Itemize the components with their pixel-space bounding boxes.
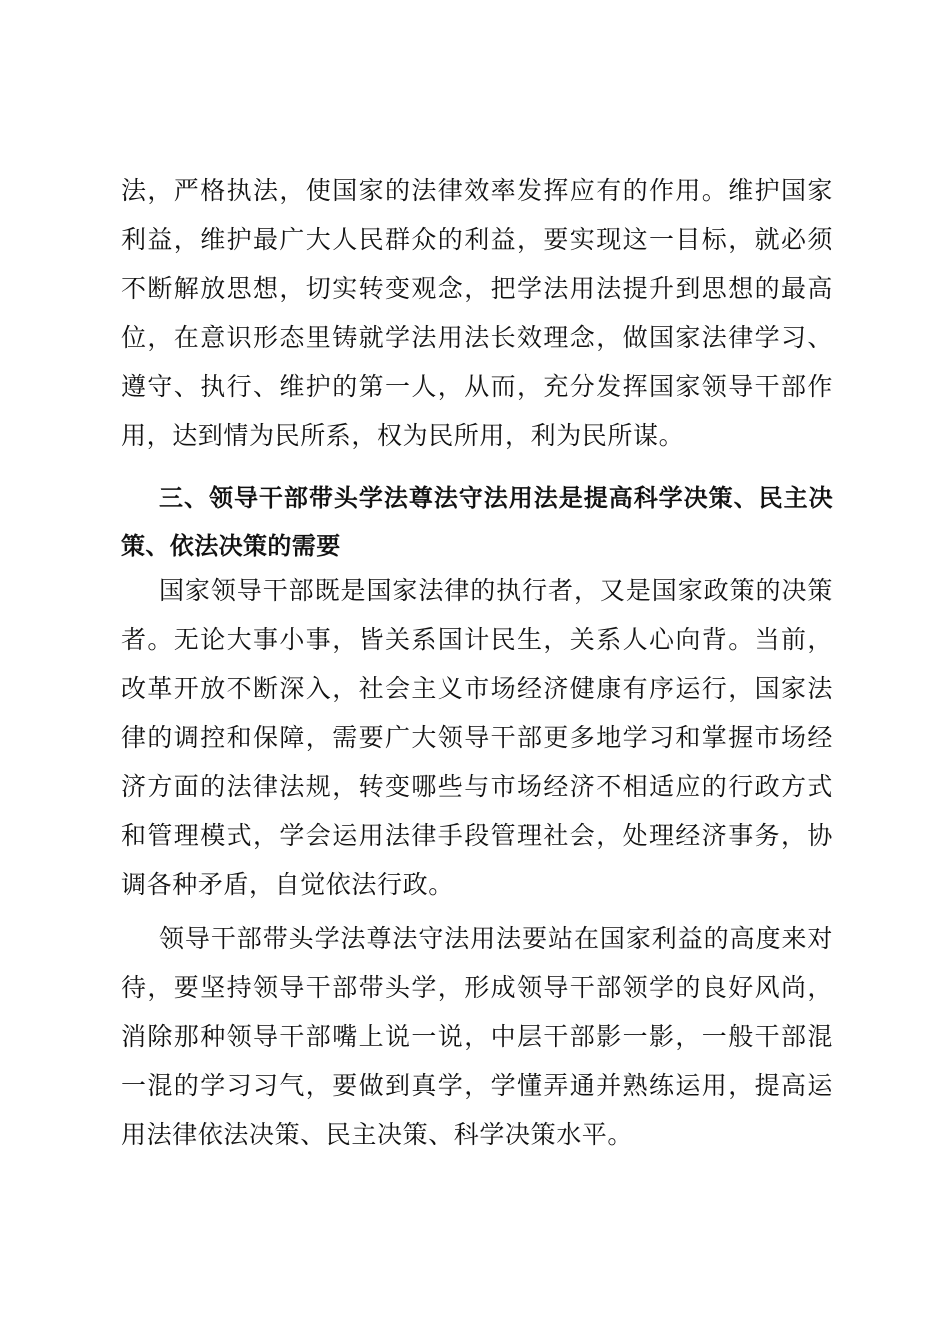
paragraph-continued: 法，严格执法，使国家的法律效率发挥应有的作用。维护国家利益，维护最广大人民群众的利益，要实现这一目标，就必须不断解放思想，切实转变观念，把学法用法提升到思想的最高位，在意识形态里铸就学法用法长效理念，做国家法律学习、遵守、执行、维护的第一人，从而，充分发挥国家领导干部作用，达到情为民所系，权为民所用，利为民所谋。 bbox=[121, 176, 833, 450]
section-heading-3: 三、领导干部带头学法尊法守法用法是提高科学决策、民主决策、依法决策的需要 bbox=[121, 484, 833, 560]
paragraph-lead-by-example: 领导干部带头学法尊法守法用法要站在国家利益的高度来对待，要坚持领导干部带头学，形成领导干部领学的良好风尚，消除那种领导干部嘴上说一说，中层干部影一影，一般干部混一混的学习习气，要做到真学，学懂弄通并熟练运用，提高运用法律依法决策、民主决策、科学决策水平。 bbox=[121, 924, 833, 1149]
paragraph-decision-makers: 国家领导干部既是国家法律的执行者，又是国家政策的决策者。无论大事小事，皆关系国计民生，关系人心向背。当前，改革开放不断深入，社会主义市场经济健康有序运行，国家法律的调控和保障，需要广大领导干部更多地学习和掌握市场经济方面的法律法规，转变哪些与市场经济不相适应的行政方式和管理模式，学会运用法律手段管理社会，处理经济事务，协调各种矛盾，自觉依法行政。 bbox=[121, 576, 833, 899]
